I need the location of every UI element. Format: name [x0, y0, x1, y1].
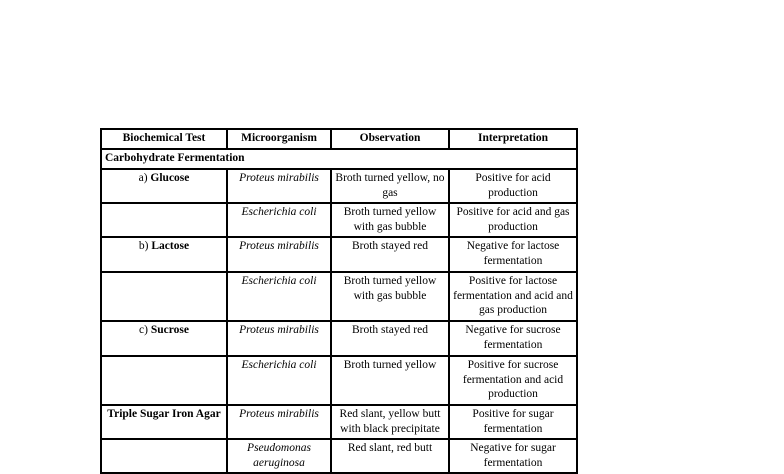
table-header-row [101, 129, 577, 149]
observation-cell: Red slant, red butt [331, 439, 449, 473]
test-cell [101, 203, 227, 237]
observation-cell: Broth turned yellow with gas bubble [331, 203, 449, 237]
test-cell [101, 237, 227, 272]
test-cell [101, 272, 227, 321]
header-biochemical-test: Biochemical Test [101, 129, 227, 149]
table-row [101, 405, 577, 439]
organism-cell: Proteus mirabilis [227, 405, 331, 439]
organism-cell: Proteus mirabilis [227, 321, 331, 356]
test-prefix: b) [138, 240, 152, 252]
organism-cell: Escherichia coli [227, 356, 331, 405]
table-row [101, 272, 577, 321]
observation-cell: Broth turned yellow with gas bubble [331, 272, 449, 321]
interpretation-cell: Negative for sucrose fermentation [449, 321, 577, 356]
interpretation-cell: Positive for lactose fermentation and acid and gas production [449, 272, 577, 321]
test-cell [101, 405, 227, 439]
test-cell [101, 356, 227, 405]
observation-cell: Broth stayed red [331, 237, 449, 272]
header-observation: Observation [331, 129, 449, 149]
observation-cell: Broth stayed red [331, 321, 449, 356]
test-prefix: c) [139, 324, 151, 336]
observation-cell: Broth turned yellow [331, 356, 449, 405]
organism-cell: Proteus mirabilis [227, 169, 331, 203]
table-row [101, 203, 577, 237]
biochemical-results-table [100, 128, 578, 474]
header-microorganism: Microorganism [227, 129, 331, 149]
test-name: Lactose [151, 240, 190, 252]
interpretation-cell: Negative for lactose fermentation [449, 237, 577, 272]
observation-cell: Red slant, yellow butt with black precipitate [331, 405, 449, 439]
interpretation-cell: Positive for sucrose fermentation and acid production [449, 356, 577, 405]
interpretation-cell: Positive for acid production [449, 169, 577, 203]
interpretation-cell: Negative for sugar fermentation [449, 439, 577, 473]
section-title: Carbohydrate Fermentation [101, 149, 577, 169]
organism-cell: Escherichia coli [227, 203, 331, 237]
organism-cell: Pseudomonas aeruginosa [227, 439, 331, 473]
interpretation-cell: Positive for acid and gas production [449, 203, 577, 237]
test-cell [101, 321, 227, 356]
test-prefix: a) [138, 172, 151, 184]
table-row [101, 439, 577, 473]
observation-cell: Broth turned yellow, no gas [331, 169, 449, 203]
organism-cell: Escherichia coli [227, 272, 331, 321]
test-name: Glucose [150, 172, 190, 184]
test-cell [101, 169, 227, 203]
test-name: Triple Sugar Iron Agar [107, 408, 221, 420]
interpretation-cell: Positive for sugar fermentation [449, 405, 577, 439]
header-interpretation: Interpretation [449, 129, 577, 149]
table-row [101, 321, 577, 356]
organism-cell: Proteus mirabilis [227, 237, 331, 272]
test-cell [101, 439, 227, 473]
section-row [101, 149, 577, 169]
table-row [101, 356, 577, 405]
table-row [101, 237, 577, 272]
test-name: Sucrose [150, 324, 189, 336]
table-row [101, 169, 577, 203]
